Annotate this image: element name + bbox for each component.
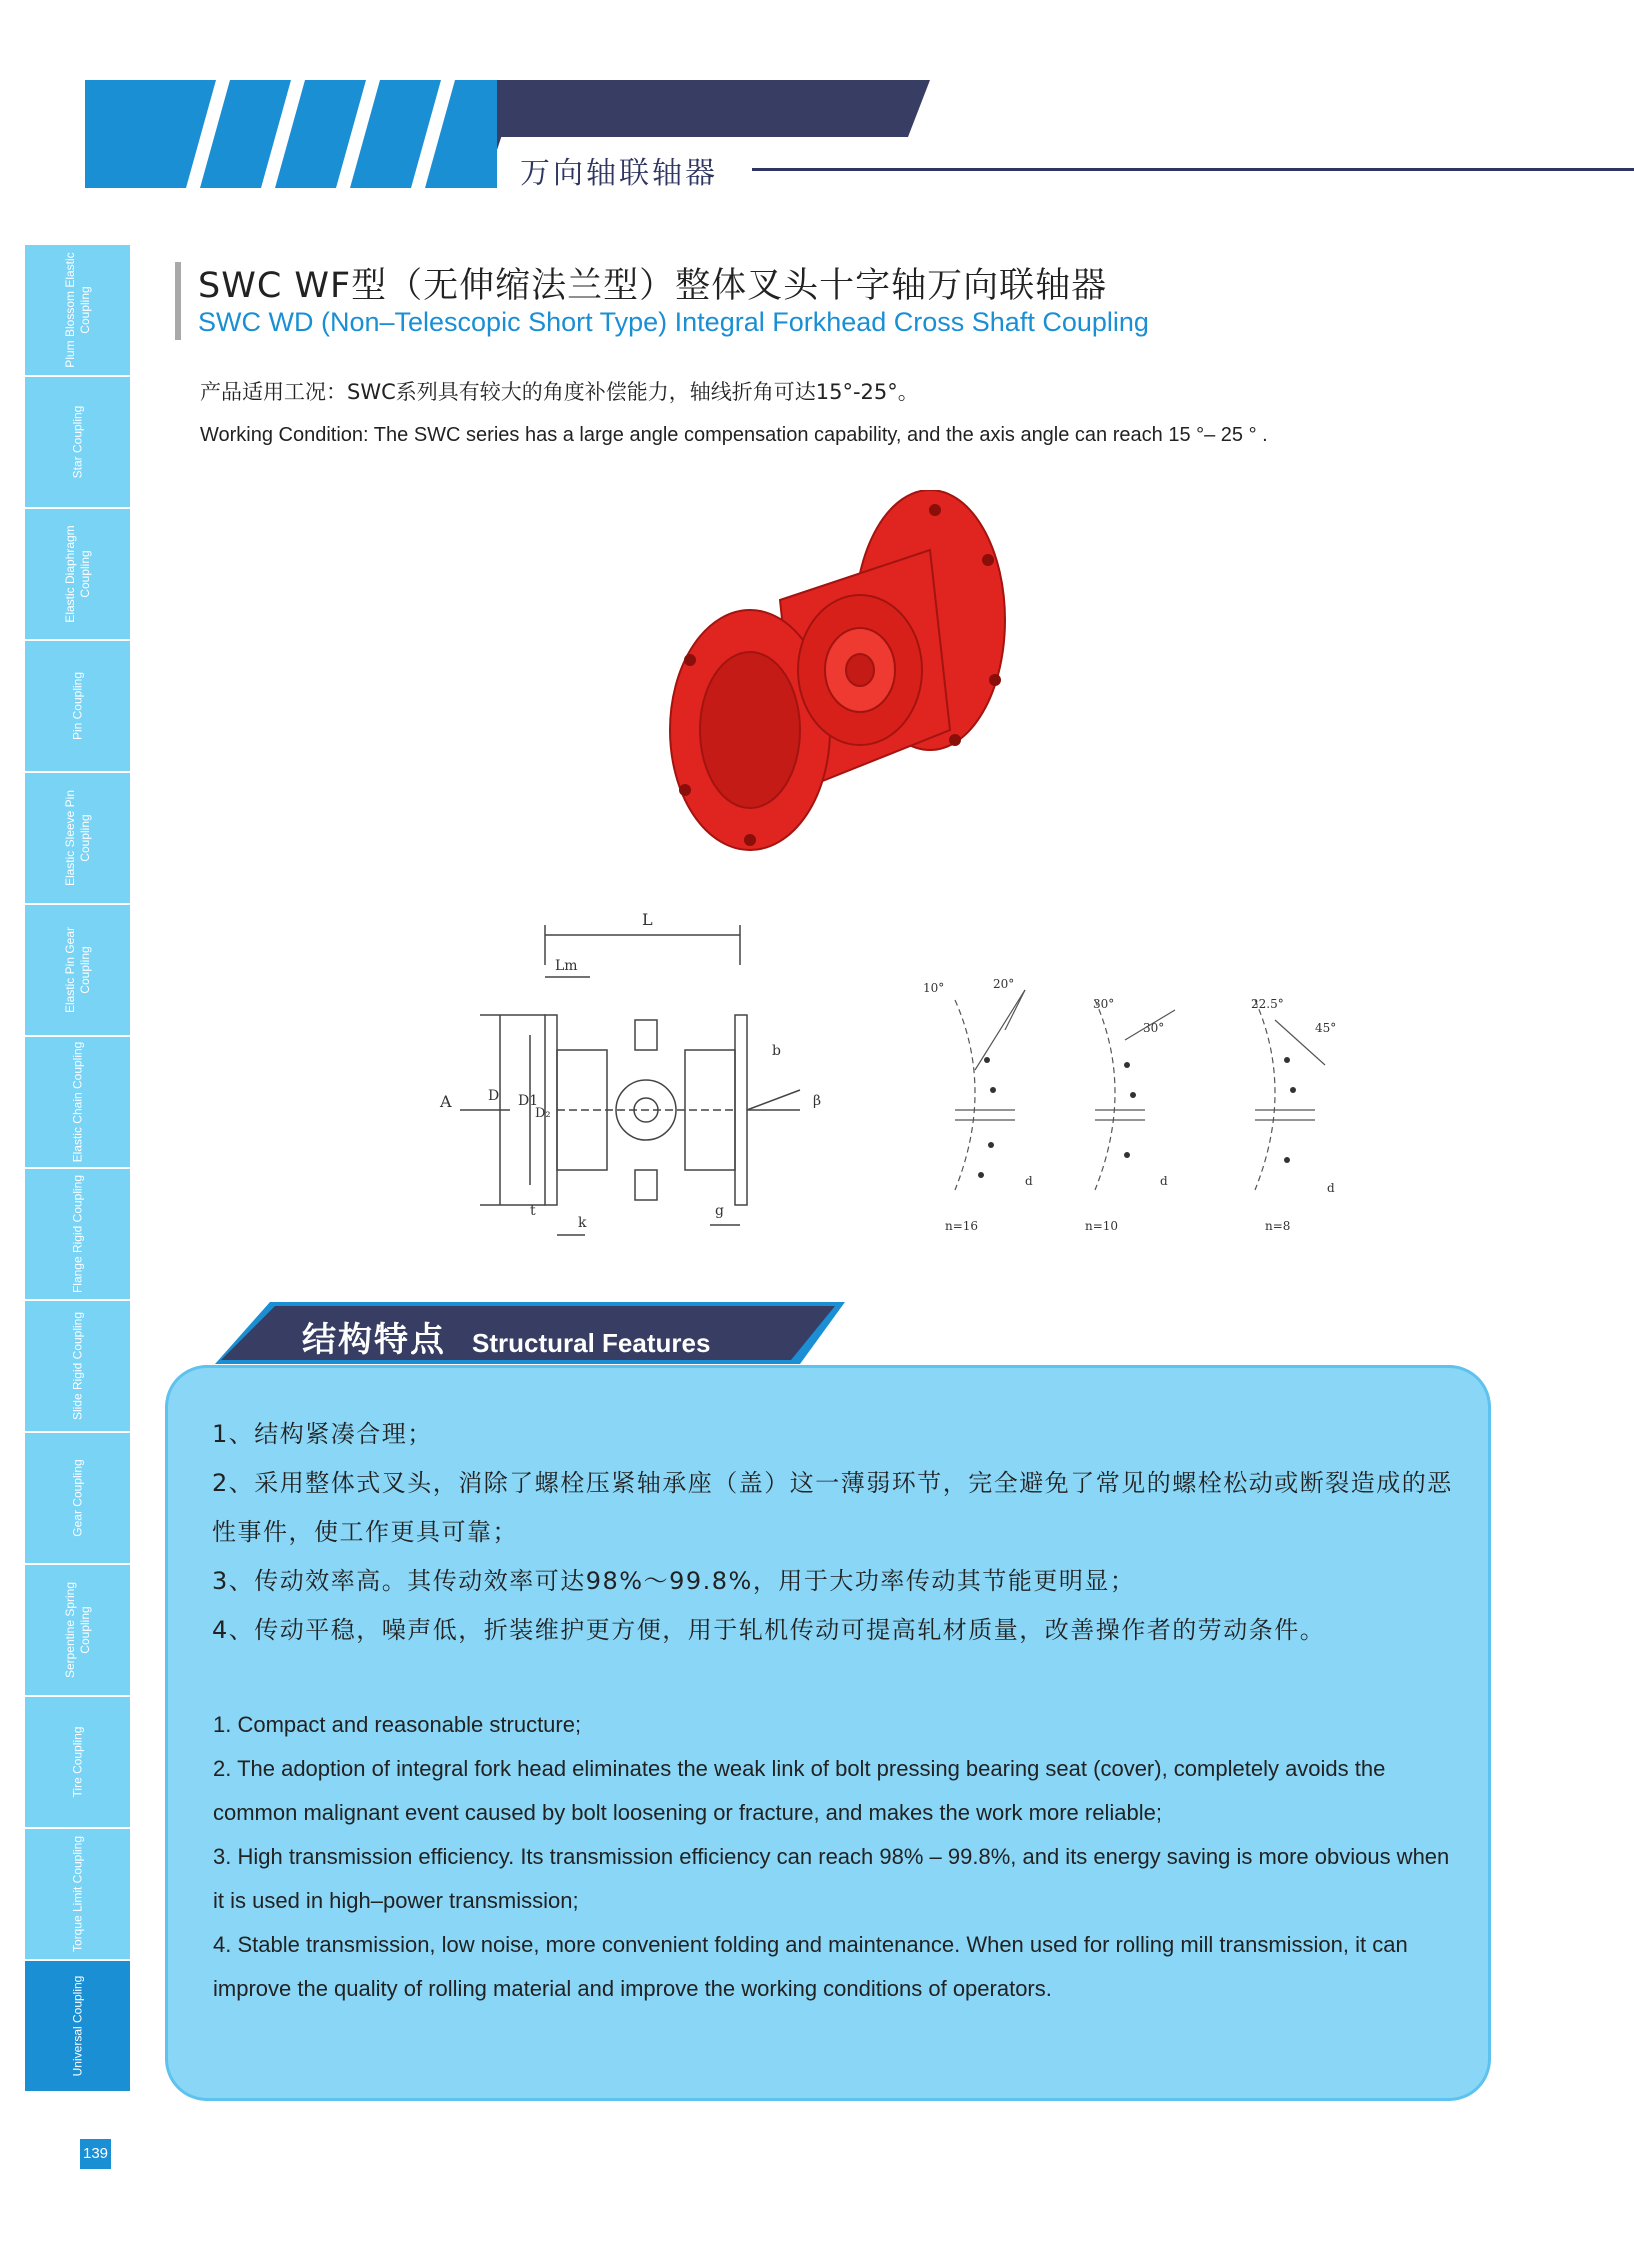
- working-condition-cn: 产品适用工况：SWC系列具有较大的角度补偿能力，轴线折角可达15°-25°。: [200, 380, 919, 404]
- sidebar-item-label: Elastic Sleeve Pin Coupling: [62, 789, 92, 887]
- dim-label-Lm: Lm: [555, 958, 578, 974]
- sidebar-item-label: Plum Blossom Elastic Coupling: [62, 252, 92, 368]
- angle-label: 10°: [923, 981, 945, 995]
- dim-label-b: b: [772, 1043, 781, 1059]
- dim-label-t: t: [530, 1203, 536, 1219]
- dimension-drawing: [380, 895, 850, 1245]
- sidebar-item-serpentine-spring[interactable]: [25, 1565, 130, 1695]
- diameter-label: d: [1025, 1174, 1033, 1188]
- features-heading-cn: 结构特点: [302, 1320, 446, 1360]
- dim-label-L: L: [642, 910, 653, 929]
- dim-label-D: D: [488, 1088, 500, 1104]
- sidebar-item-pin[interactable]: [25, 641, 130, 771]
- working-condition-en: Working Condition: The SWC series has a large angle compensation capability, and the axis angle can reach 15 °– 25 ° .: [200, 424, 1268, 446]
- dim-label-D1: D1: [518, 1093, 539, 1109]
- sidebar-item-star[interactable]: [25, 377, 130, 507]
- sidebar-item-label: Tire Coupling: [70, 1726, 84, 1798]
- features-list-cn: [212, 1410, 1462, 1655]
- sidebar-item-label: Elastic Diaphragm Coupling: [62, 525, 92, 623]
- features-list-en: [213, 1703, 1463, 2011]
- sidebar-item-label: Serpentine Spring Coupling: [62, 1581, 92, 1679]
- angle-label: 30°: [1143, 1021, 1165, 1035]
- diameter-label: d: [1327, 1181, 1335, 1195]
- feature-item-en: 4. Stable transmission, low noise, more convenient folding and maintenance. When used for rolling mill transmission, it can improve the quality of rolling material and improve the working conditions of operators.: [213, 1932, 1408, 2001]
- dim-label-D2: D₂: [535, 1106, 551, 1121]
- sidebar-item-label: Torque Limit Coupling: [70, 1835, 84, 1953]
- dim-label-A: A: [440, 1092, 452, 1111]
- sidebar-item-label: Elastic Pin Gear Coupling: [62, 926, 92, 1014]
- angle-label: 22.5°: [1251, 997, 1284, 1011]
- sidebar-item-gear[interactable]: [25, 1433, 130, 1563]
- sidebar-item-tire[interactable]: [25, 1697, 130, 1827]
- title-accent-bar: [175, 262, 181, 340]
- product-photo: [630, 490, 1030, 870]
- sidebar-item-label: Gear Coupling: [70, 1459, 84, 1537]
- bolt-count-label: n=16: [945, 1219, 979, 1233]
- angle-label: 45°: [1315, 1021, 1337, 1035]
- feature-item-cn: 4、传动平稳，噪声低，折装维护更方便，用于轧机传动可提高轧材质量，改善操作者的劳动条件。: [212, 1616, 1326, 1644]
- sidebar-item-label: Flange Rigid Coupling: [70, 1174, 84, 1294]
- bolt-count-label: n=10: [1085, 1219, 1119, 1233]
- sidebar-item-torque-limit[interactable]: [25, 1829, 130, 1959]
- feature-item-cn: 1、结构紧凑合理；: [212, 1420, 433, 1448]
- dim-label-g: g: [715, 1203, 724, 1219]
- features-heading-en: Structural Features: [472, 1328, 711, 1358]
- page-number: 139: [80, 2139, 111, 2169]
- sidebar-item-label: Star Coupling: [70, 405, 84, 479]
- sidebar-item-elastic-chain[interactable]: [25, 1037, 130, 1167]
- product-title-cn: SWC WF型（无伸缩法兰型）整体叉头十字轴万向联轴器: [198, 266, 1108, 306]
- sidebar-item-flange-rigid[interactable]: [25, 1169, 130, 1299]
- product-title-en: SWC WD (Non–Telescopic Short Type) Integral Forkhead Cross Shaft Coupling: [198, 307, 1149, 337]
- sidebar-item-universal[interactable]: [25, 1961, 130, 2091]
- sidebar-item-elastic-diaphragm[interactable]: [25, 509, 130, 639]
- sidebar-item-label: Universal Coupling: [70, 1975, 84, 2077]
- header-divider: [752, 168, 1634, 171]
- bearing-center: [846, 654, 874, 686]
- dim-label-beta: β: [813, 1093, 822, 1109]
- feature-item-en: 2. The adoption of integral fork head eliminates the weak link of bolt pressing bearing seat (cover), completely avoids the common malignant event caused by bolt loosening or fracture, and makes the work more reliable;: [213, 1756, 1386, 1825]
- sidebar-item-label: Pin Coupling: [70, 671, 84, 741]
- dim-label-k: k: [578, 1215, 587, 1231]
- feature-item-en: 1. Compact and reasonable structure;: [213, 1712, 582, 1737]
- sidebar-item-elastic-pin-gear[interactable]: [25, 905, 130, 1035]
- angle-label: 20°: [993, 977, 1015, 991]
- feature-item-cn: 2、采用整体式叉头，消除了螺栓压紧轴承座（盖）这一薄弱环节，完全避免了常见的螺栓松动或断裂造成的恶性事件，使工作更具可靠；: [212, 1469, 1453, 1546]
- sidebar-item-elastic-sleeve-pin[interactable]: [25, 773, 130, 903]
- category-sidebar: [25, 245, 130, 2093]
- sidebar-item-plum-blossom[interactable]: [25, 245, 130, 375]
- angle-label: 30°: [1093, 997, 1115, 1011]
- sidebar-item-slide-rigid[interactable]: [25, 1301, 130, 1431]
- diameter-label: d: [1160, 1174, 1168, 1188]
- bolt-angle-diagrams: [915, 970, 1375, 1240]
- sidebar-item-label: Elastic Chain Coupling: [70, 1041, 84, 1163]
- bolt-count-label: n=8: [1265, 1219, 1291, 1233]
- feature-item-cn: 3、传动效率高。其传动效率可达98%～99.8%，用于大功率传动其节能更明显；: [212, 1567, 1136, 1595]
- left-hub: [700, 652, 800, 808]
- sidebar-item-label: Slide Rigid Coupling: [70, 1311, 84, 1421]
- section-title: 万向轴联轴器: [520, 156, 718, 191]
- feature-item-en: 3. High transmission efficiency. Its transmission efficiency can reach 98% – 99.8%, and its energy saving is more obvious when it is used in high–power transmission;: [213, 1844, 1450, 1913]
